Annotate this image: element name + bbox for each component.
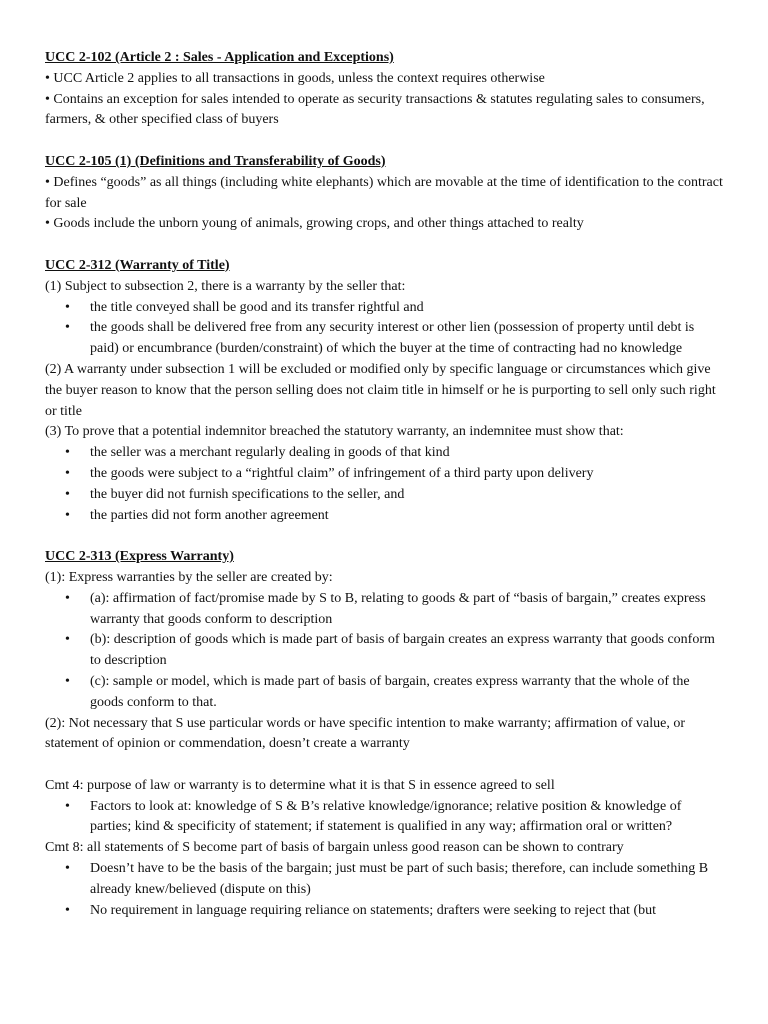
section-comments <box>45 776 723 922</box>
bullet-list <box>45 443 723 526</box>
paragraph: • Contains an exception for sales intended to operate as security transactions & statutes regulating sales to consumers, farmers, & other specified class of buyers <box>45 91 705 128</box>
list-item: • No requirement in language requiring reliance on statements; drafters were seeking to reject that (but <box>45 901 723 922</box>
paragraph: • Defines “goods” as all things (including white elephants) which are movable at the time of identification to the contract for sale <box>45 174 723 211</box>
paragraph: Cmt 4: purpose of law or warranty is to determine what it is that S in essence agreed to sell <box>45 777 555 793</box>
paragraph: • Goods include the unborn young of animals, growing crops, and other things attached to realty <box>45 216 584 232</box>
section-heading: UCC 2-313 (Express Warranty) <box>45 549 234 565</box>
paragraph: (1) Subject to subsection 2, there is a warranty by the seller that: <box>45 278 406 294</box>
bullet-list <box>45 859 723 921</box>
list-item: • the title conveyed shall be good and its transfer rightful and <box>45 298 723 319</box>
paragraph: (1): Express warranties by the seller are created by: <box>45 569 333 585</box>
list-item: • (c): sample or model, which is made part of basis of bargain, creates express warranty that the whole of the goods conform to that. <box>45 672 723 714</box>
bullet-list <box>45 298 723 360</box>
paragraph: (2): Not necessary that S use particular words or have specific intention to make warranty; affirmation of value, or statement of opinion or commendation, doesn’t create a warranty <box>45 715 686 752</box>
list-item: • Factors to look at: knowledge of S & B’s relative knowledge/ignorance; relative position & knowledge of parties; kind & specificity of statement; if statement is qualified in any way; affirmation oral or written? <box>45 797 723 839</box>
section-heading: UCC 2-105 (1) (Definitions and Transferability of Goods) <box>45 153 386 169</box>
list-item: • Doesn’t have to be the basis of the bargain; just must be part of such basis; therefore, can include something B already knew/believed (dispute on this) <box>45 859 723 901</box>
paragraph: (3) To prove that a potential indemnitor breached the statutory warranty, an indemnitee must show that: <box>45 424 624 440</box>
section-ucc-2-312 <box>45 256 723 526</box>
list-item: • the parties did not form another agreement <box>45 506 723 527</box>
list-item: • the buyer did not furnish specifications to the seller, and <box>45 485 723 506</box>
section-ucc-2-102 <box>45 48 723 131</box>
section-ucc-2-313 <box>45 547 723 755</box>
section-heading: UCC 2-312 (Warranty of Title) <box>45 257 230 273</box>
list-item: • (b): description of goods which is made part of basis of bargain creates an express warranty that goods conform to description <box>45 630 723 672</box>
paragraph: • UCC Article 2 applies to all transactions in goods, unless the context requires otherwise <box>45 70 545 86</box>
list-item: • the goods shall be delivered free from any security interest or other lien (possession of property until debt is paid) or encumbrance (burden/constraint) of which the buyer at the time of contracting had no knowledge <box>45 318 723 360</box>
bullet-list <box>45 589 723 714</box>
section-heading: UCC 2-102 (Article 2 : Sales - Application and Exceptions) <box>45 50 394 65</box>
section-ucc-2-105 <box>45 152 723 235</box>
list-item: • (a): affirmation of fact/promise made by S to B, relating to goods & part of “basis of bargain,” creates express warranty that goods conform to description <box>45 589 723 631</box>
paragraph: (2) A warranty under subsection 1 will be excluded or modified only by specific language or circumstances which give the buyer reason to know that the person selling does not claim title in himself or he is purporting to sell only such right or title <box>45 361 716 419</box>
paragraph: Cmt 8: all statements of S become part of basis of bargain unless good reason can be shown to contrary <box>45 840 624 856</box>
list-item: • the seller was a merchant regularly dealing in goods of that kind <box>45 443 723 464</box>
list-item: • the goods were subject to a “rightful claim” of infringement of a third party upon delivery <box>45 464 723 485</box>
bullet-list <box>45 797 723 839</box>
